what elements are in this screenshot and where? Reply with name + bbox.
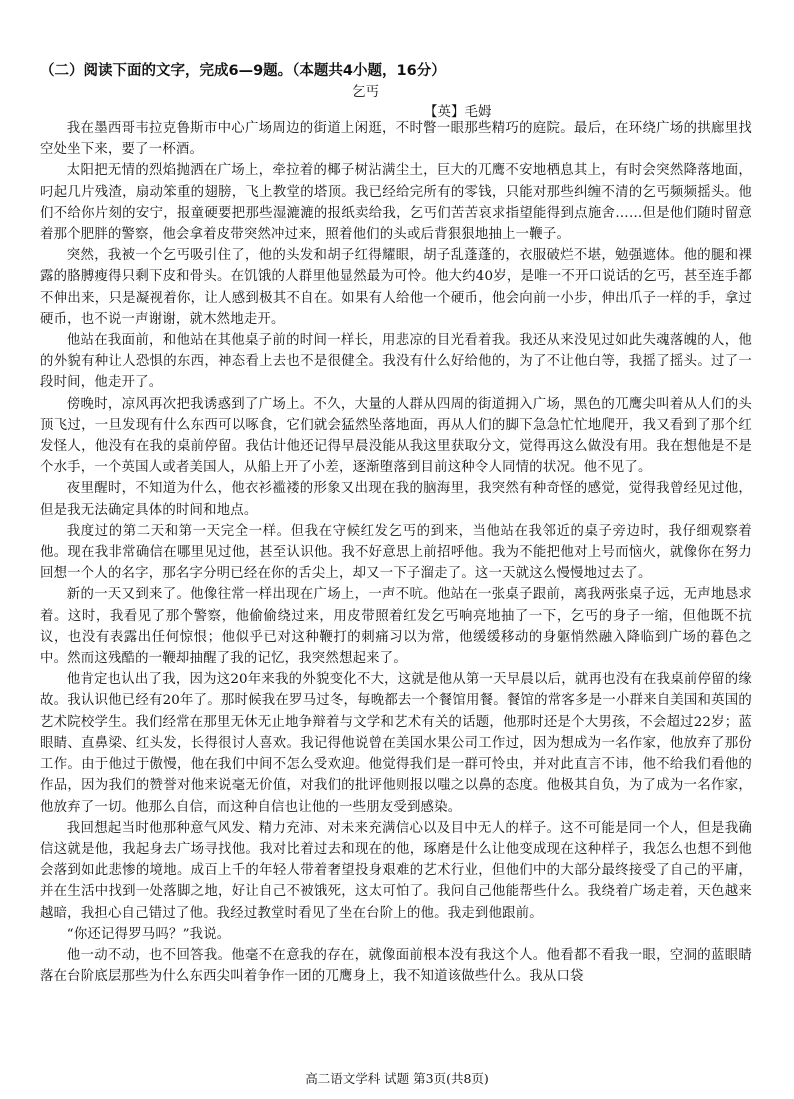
story-body: [40, 118, 752, 987]
story-title: 乞丐: [352, 84, 379, 100]
paragraph: 我在墨西哥韦拉克鲁斯市中心广场周边的街道上闲逛，不时瞥一眼那些精巧的庭院。最后，在环绕广场的拱廊里找空处坐下来，要了一杯酒。: [40, 121, 752, 158]
story-author: 【英】毛姆: [424, 104, 492, 120]
paragraph: 他站在我面前，和他站在其他桌子前的时间一样长，用悲凉的目光看着我。我还从来没见过如此失魂落魄的人，他的外貌有种让人恐惧的东西，神态看上去也不是很健全。我没有什么好给他的，为了不让他白等，我摇了摇头。过了一段时间，他走开了。: [40, 333, 752, 391]
paragraph: 夜里醒时，不知道为什么，他衣衫褴褛的形象又出现在我的脑海里，我突然有种奇怪的感觉，觉得我曾经见过他，但是我无法确定具体的时间和地点。: [40, 481, 752, 518]
paragraph: 傍晚时，凉风再次把我诱惑到了广场上。不久，大量的人群从四周的街道拥入广场，黑色的兀鹰尖叫着从人们的头顶飞过，一旦发现有什么东西可以啄食，它们就会猛然坠落地面，再从人们的脚下急急忙忙地爬开，我又看到了那个红发怪人，他没有在我的桌前停留。我估计他还记得早晨没能从我这里获取分文，觉得再这么做没有用。我在想他是不是个水手，一个英国人或者美国人，从船上开了小差，逐渐堕落到目前这种令人同情的状况。他不见了。: [40, 396, 752, 476]
paragraph: 他一动不动，也不回答我。他毫不在意我的存在，就像面前根本没有我这个人。他看都不看我一眼，空洞的蓝眼睛落在台阶底层那些为什么东西尖叫着争作一团的兀鹰身上，我不知道该做些什么。我从口袋: [40, 947, 752, 985]
page-footer: 高二语文学科 试题 第3页(共8页): [305, 1071, 489, 1086]
paragraph: 突然，我被一个乞丐吸引住了，他的头发和胡子红得耀眼，胡子乱蓬蓬的，衣服破烂不堪，勉强遮体。他的腿和裸露的胳膊瘦得只剩下皮和骨头。在饥饿的人群里他显然最为可怜。他大约40岁，是唯一不开口说话的乞丐，甚至连手都不伸出来，只是凝视着你，让人感到极其不自在。如果有人给他一个硬币，他会向前一小步，伸出爪子一样的手，拿过硬币，也不说一声谢谢，就木然地走开。: [40, 248, 752, 327]
paragraph: 我度过的第二天和第一天完全一样。但我在守候红发乞丐的到来，当他站在我邻近的桌子旁边时，我仔细观察着他。现在我非常确信在哪里见过他，甚至认识他。我不好意思上前招呼他。我为不能把他对上号而恼火，就像你在努力回想一个人的名字，那名字分明已经在你的舌尖上，却又一下子溜走了。这一天就这么慢慢地过去了。: [40, 523, 752, 582]
paragraph: 太阳把无情的烈焰抛洒在广场上，牵拉着的椰子树沾满尘土，巨大的兀鹰不安地栖息其上，有时会突然降落地面，叼起几片残渣，扇动笨重的翅膀，飞上教堂的塔顶。我已经给完所有的零钱，只能对那些纠缠不清的乞丐频频摇头。他们不给你片刻的安宁，报童硬要把那些湿漉漉的报纸卖给我，乞丐们苦苦哀求指望能得到点施舍……但是他们随时留意着那个肥胖的警察，他会拿着皮带突然冲过来，照着他们的头或后背狠狠地抽上一鞭子。: [40, 163, 752, 243]
paragraph: 新的一天又到来了。他像往常一样出现在广场上，一声不吭。他站在一张桌子跟前，离我两张桌子远，无声地恳求着。这时，我看见了那个警察，他偷偷绕过来，用皮带照着红发乞丐响亮地抽了一下，乞丐的身子一缩，但他既不抗议，也没有表露出任何惊恨；他似乎已对这种鞭打的刺痛习以为常，他缓缓移动的身躯悄然融入降临到广场的暮色之中。然而这残酷的一鞭却抽醒了我的记忆，我突然想起来了。: [40, 587, 752, 667]
paragraph: 我回想起当时他那种意气风发、精力充沛、对未来充满信心以及目中无人的样子。这不可能是同一个人，但是我确信这就是他，我起身去广场寻找他。我对比着过去和现在的他，琢磨是什么让他变成现在这种样子，我怎么也想不到他会落到如此悲惨的境地。成百上千的年轻人带着奢望投身艰难的艺术行业，但他们中的大部分最终接受了自己的平庸，并在生活中找到一处落脚之地，好让自己不被饿死，这太可怕了。我问自己他能帮些什么。我绕着广场走着，天色越来越暗，我担心自己错过了他。我经过教堂时看见了坐在台阶上的他。我走到他跟前。: [40, 820, 752, 921]
section-heading: （二）阅读下面的文字，完成6—9题。（本题共4小题，16分）: [40, 63, 446, 79]
paragraph: 他肯定也认出了我，因为这20年来我的外貌变化不大，这就是他从第一天早晨以后，就再也没有在我桌前停留的缘故。我认识他已经有20年了。那时候我在罗马过冬，每晚都去一个餐馆用餐。餐馆的常客多是一小群来自美国和英国的艺术院校学生。我们经常在那里无休无止地争辩着与文学和艺术有关的话题，他那时还是个大男孩，不会超过22岁；蓝眼睛、直鼻梁、红头发，长得很讨人喜欢。我记得他说曾在美国水果公司工作过，因为想成为一名作家，他放弃了那份工作。由于他过于傲慢，他在我们中间不怎么受欢迎。他觉得我们是一群可怜虫，并对此直言不讳，他不给我们看他的作品，因为我们的赞誉对他来说毫无价值，对我们的批评他则报以嗤之以鼻的态度。他极其自负，为了成为一名作家，他放弃了一切。他那么自信，而这种自信也让他的一些朋友受到感染。: [40, 672, 752, 815]
paragraph: “你还记得罗马吗？”我说。: [66, 926, 231, 942]
